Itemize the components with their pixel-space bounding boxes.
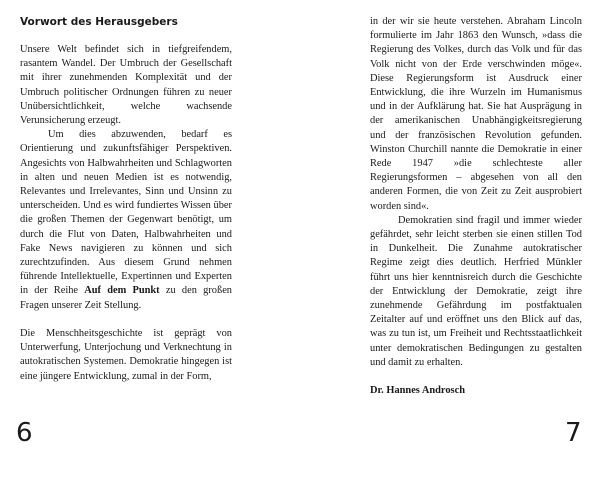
paragraph-fragile: Demokratien sind fragil und immer wieder gefährdet, sehr leicht sterben sie einen stillen Tod in Dunkelheit. Die Zunahme autokratischer Regime zeigt dies deutlich. Herfried Münkler führt uns hier kenntnisreich durch die Geschichte der Entwicklung der Demokratie, zeigt ihre zunehmende Gefährdung im postfaktualen Zeitalter auf und eröffnet uns den Blick auf das, was zu tun ist, um Freiheit und Rechtsstaatlichkeit unter demokratischen Bedingungen zu gestalten und damit zu erhalten.: [370, 214, 582, 368]
series-title: Auf dem Punkt: [84, 285, 160, 297]
right-text-column: [370, 15, 582, 398]
left-text-column: [20, 15, 232, 384]
paragraph-orientation: [20, 128, 232, 313]
foreword-heading: Vorwort des Herausgebers: [20, 16, 178, 28]
signature: Dr. Hannes Androsch: [370, 385, 465, 397]
page-number-left: 6: [16, 418, 33, 448]
paragraph-orientation-end: zu den großen Fragen unserer Zeit Stellung.: [20, 285, 232, 311]
right-page: [300, 0, 600, 488]
page-number-right: 7: [565, 418, 582, 448]
paragraph-intro: Unsere Welt befindet sich in tiefgreifendem, rasantem Wandel. Der Umbruch der Gesellschaft mit ihrer zunehmenden Komplexität und der Umbruch politischer Ordnungen führen zu neuer Unübersichtlichkeit, welche wachsende Verunsicherung erzeugt.: [20, 44, 232, 127]
paragraph-orientation-text: Um dies abzuwenden, bedarf es Orientierung und zukunftsfähiger Perspektiven. Angesichts von Halbwahrheiten und Schlagworten in alten und neuen Medien ist es notwendig, Relevantes und Irrelevantes, Sinn und Unsinn zu unterscheiden. Und es wird fundiertes Wissen über die großen Themen der Gegenwart benötigt, um durch die Flut von Daten, Halbwahrheiten und Fake News navigieren zu können und sich zurechtzufinden. Aus diesem Grund nehmen führende Intellektuelle, Expertinnen und Experten in der Reihe: [20, 129, 232, 297]
paragraph-history: Die Menschheitsgeschichte ist geprägt von Unterwerfung, Unterjochung und Verknechtung in autokratischen Systemen. Demokratie hingegen ist eine jüngere Entwicklung, zumal in der Form,: [20, 328, 232, 382]
paragraph-lincoln: in der wir sie heute verstehen. Abraham Lincoln formulierte im Jahr 1863 den Wunsch, »dass die Regierung des Volkes, durch das Volk und für das Volk nicht von der Erde verschwinden möge«. Diese Regierungsform ist Ausdruck einer Entwicklung, die ihre Wurzeln im Humanismus und in der Aufklärung hat. Sie hat Ausprägung in der amerikanischen Unabhängigkeitsregierung und der französischen Revolution gefunden. Winston Churchill nannte die Demokratie in einer Rede 1947 »die schlechteste aller Regierungsformen – abgesehen von all den anderen Formen, die von Zeit zu Zeit ausprobiert worden sind«.: [370, 16, 582, 212]
